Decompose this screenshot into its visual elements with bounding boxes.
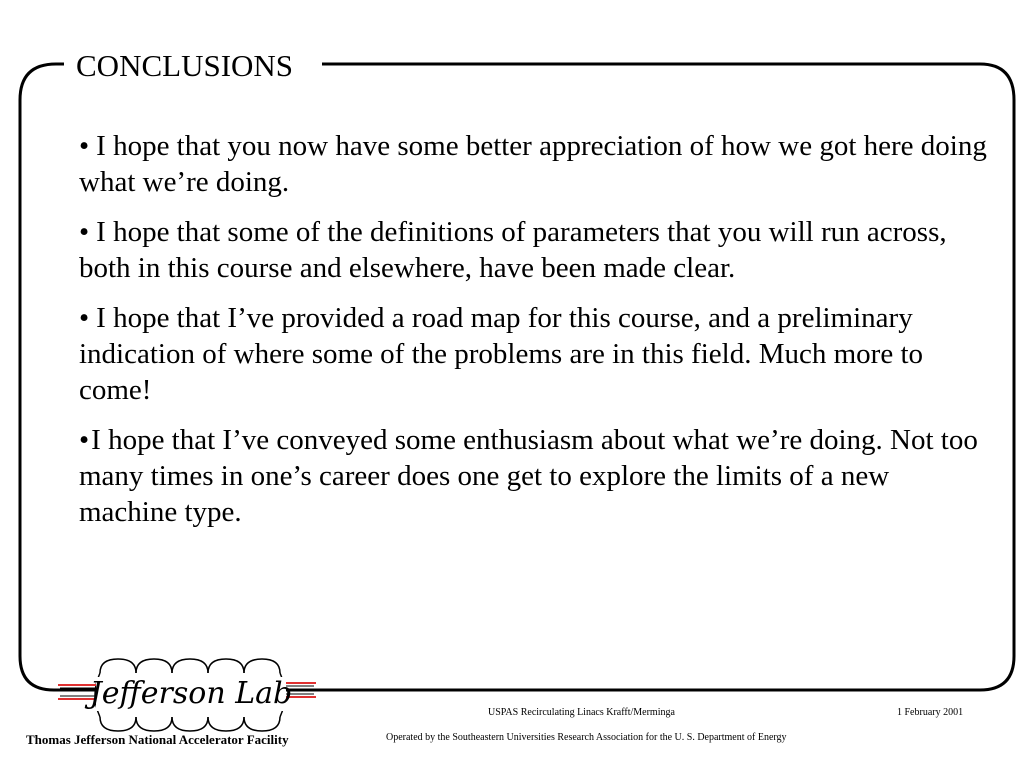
bullet-item	[79, 300, 991, 408]
bullet-text: I hope that I’ve conveyed some enthusiasm about what we’re doing. Not too many times in one’s career does one get to explore the limits of a new machine type.	[79, 424, 978, 528]
bullet-marker: •	[79, 424, 90, 456]
logo-text: Jefferson Lab	[89, 676, 293, 711]
jefferson-lab-logo	[56, 655, 318, 735]
bullet-marker: •	[79, 216, 90, 248]
bullet-item	[79, 128, 991, 200]
bullet-list	[79, 128, 991, 544]
bullet-marker: •	[79, 130, 90, 162]
bullet-text: I hope that you now have some better appreciation of how we got here doing what we’re doing.	[79, 130, 987, 198]
bullet-text: I hope that some of the definitions of parameters that you will run across, both in this course and elsewhere, have been made clear.	[79, 216, 947, 284]
slide-title: CONCLUSIONS	[72, 46, 297, 86]
operated-by-footer: Operated by the Southeastern Universities Research Association for the U. S. Department of Energy	[386, 732, 787, 743]
course-footer: USPAS Recirculating Linacs Krafft/Merminga	[488, 707, 675, 718]
bullet-item	[79, 214, 991, 286]
bullet-item	[79, 422, 991, 530]
bullet-marker: •	[79, 302, 90, 334]
bullet-text: I hope that I’ve provided a road map for this course, and a preliminary indication of where some of the problems are in this field. Much more to come!	[79, 302, 924, 406]
date-footer: 1 February 2001	[897, 707, 964, 718]
organization-name: Thomas Jefferson National Accelerator Facility	[26, 732, 289, 747]
